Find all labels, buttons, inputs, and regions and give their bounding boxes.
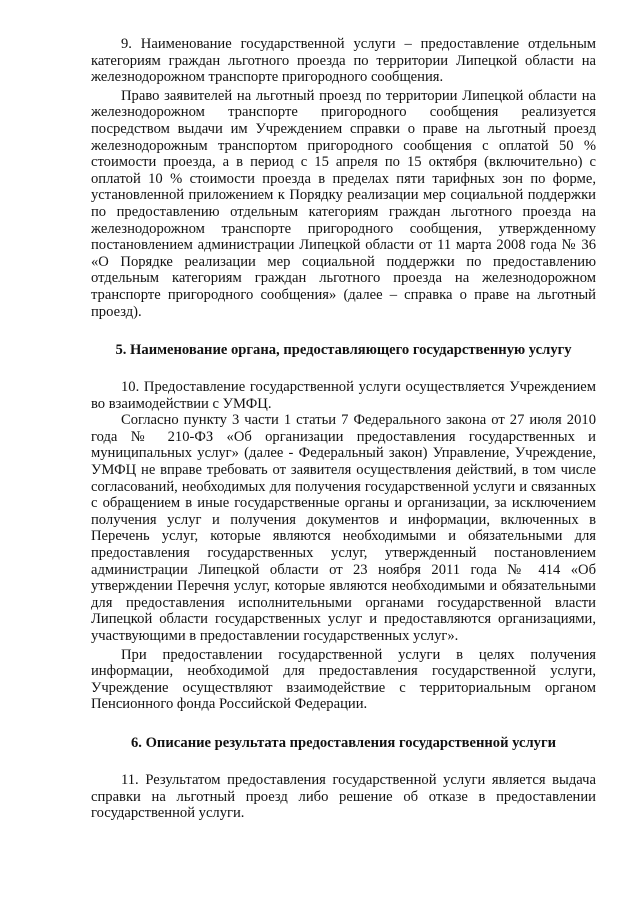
paragraph-9: 9. Наименование государственной услуги – предоставление отдельным категориям граждан льготного проезда по территории Липецкой области на железнодорожном транспорте пригородного сообщения. (91, 36, 596, 86)
document-page (91, 36, 596, 822)
section-6-heading: 6. Описание результата предоставления государственной услуги (130, 734, 556, 751)
paragraph-10-law: Согласно пункту 3 части 1 статьи 7 Федерального закона от 27 июля 2010 года № 210-ФЗ «Об организации предоставления государственных и муниципальных услуг» (далее - Федеральный закон) Управление, Учреждение, УМФЦ не вправе требовать от заявителя осуществления действий, в том числе согласований, необходимых для получения государственной услуги и связанных с обращением в иные государственные органы и организации, за исключением получения услуг и получения документов и информации, включенных в Перечень услуг, которые являются необходимыми и обязательными для предоставления государственных услуг, утвержденный постановлением администрации Липецкой области от 23 ноября 2011 года № 414 «Об утверждении Перечня услуг, которые являются необходимыми и обязательными для предоставления исполнительными органами государственной власти Липецкой области государственных услуг и предоставляются организациями, участвующими в предоставлении государственных услуг». (91, 412, 596, 644)
paragraph-10: 10. Предоставление государственной услуги осуществляется Учреждением во взаимодействии с УМФЦ. (91, 379, 596, 412)
paragraph-9-detail: Право заявителей на льготный проезд по территории Липецкой области на железнодорожном транспорте пригородного сообщения реализуется посредством выдачи им Учреждением справки о праве на льготный проезд железнодорожным транспортом пригородного сообщения с оплатой 50 % стоимости проезда, а в период с 15 апреля по 15 октября (включительно) с оплатой 10 % стоимости проезда в пределах пяти тарифных зон по форме, установленной приложением к Порядку реализации мер социальной поддержки по предоставлению отдельным категориям граждан льготного проезда на железнодорожном транспорте пригородного сообщения, утвержденному постановлением администрации Липецкой области от 11 марта 2008 года № 36 «О Порядке реализации мер социальной поддержки по предоставлению отдельным категориям граждан льготного проезда на железнодорожном транспорте пригородного сообщения» (далее – справка о праве на льготный проезд). (91, 87, 596, 320)
section-5-heading: 5. Наименование органа, предоставляющего государственную услугу (115, 342, 572, 359)
paragraph-11: 11. Результатом предоставления государственной услуги является выдача справки на льготный проезд либо решение об отказе в предоставлении государственной услуги. (91, 771, 596, 822)
paragraph-10-interaction: При предоставлении государственной услуги в целях получения информации, необходимой для предоставления государственной услуги, Учреждение осуществляют взаимодействие с территориальным органом Пенсионного фонда Российской Федерации. (91, 646, 596, 713)
